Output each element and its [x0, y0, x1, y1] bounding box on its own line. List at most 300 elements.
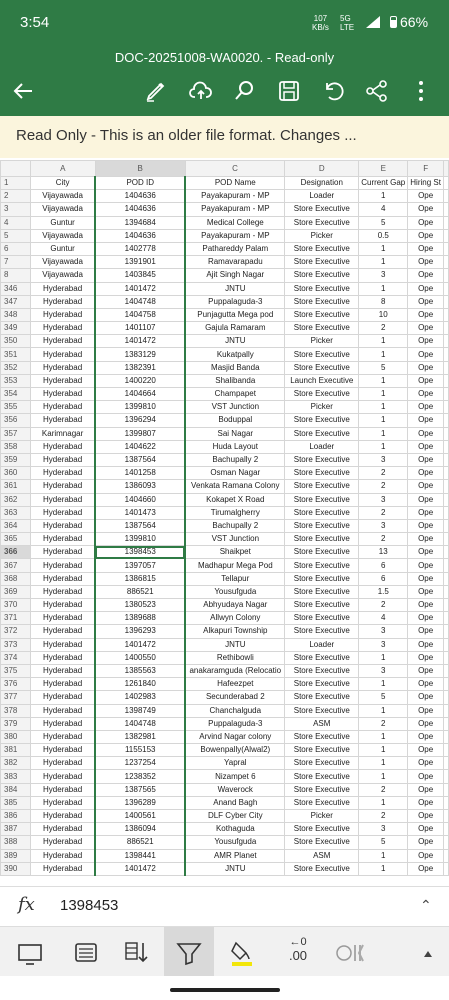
cell[interactable]: 10 — [359, 308, 408, 321]
cell[interactable]: Chanchalguda — [185, 704, 285, 717]
cell[interactable]: Madhapur Mega Pod — [185, 559, 285, 572]
cell[interactable]: Sai Nagar — [185, 427, 285, 440]
cell[interactable]: 1 — [359, 388, 408, 401]
row-number[interactable]: 363 — [1, 506, 31, 519]
cell[interactable]: 1385563 — [95, 664, 185, 677]
cell[interactable]: 2 — [359, 322, 408, 335]
sort-icon[interactable] — [118, 935, 154, 971]
row-number[interactable]: 381 — [1, 744, 31, 757]
row-number[interactable]: 387 — [1, 823, 31, 836]
cell[interactable]: 1 — [359, 651, 408, 664]
cell[interactable]: Hyderabad — [31, 282, 96, 295]
cell[interactable]: 3 — [359, 664, 408, 677]
cell[interactable]: 3 — [359, 625, 408, 638]
cell[interactable]: Rethibowli — [185, 651, 285, 664]
cell[interactable]: Hyderabad — [31, 335, 96, 348]
cell[interactable]: Store Executive — [285, 599, 359, 612]
cell[interactable]: 3 — [359, 823, 408, 836]
undo-icon[interactable] — [320, 78, 346, 104]
row-number[interactable]: 2 — [1, 190, 31, 203]
cell[interactable]: 2 — [359, 480, 408, 493]
formula-bar[interactable] — [0, 886, 449, 927]
cell[interactable]: Allwyn Colony — [185, 612, 285, 625]
cell[interactable]: Hyderabad — [31, 559, 96, 572]
cell[interactable]: Store Executive — [285, 388, 359, 401]
cell[interactable]: 3 — [359, 493, 408, 506]
cell[interactable]: Store Executive — [285, 480, 359, 493]
cell[interactable]: Store Executive — [285, 625, 359, 638]
cell[interactable]: Ope — [408, 242, 444, 255]
cell[interactable]: 1401473 — [95, 506, 185, 519]
cell[interactable]: Store Executive — [285, 361, 359, 374]
cell[interactable]: 1404636 — [95, 190, 185, 203]
cell[interactable]: Ope — [408, 599, 444, 612]
row-number[interactable]: 376 — [1, 678, 31, 691]
cell[interactable]: Store Executive — [285, 612, 359, 625]
row-number[interactable]: 357 — [1, 427, 31, 440]
cell[interactable]: Ope — [408, 533, 444, 546]
cell[interactable]: 1399810 — [95, 401, 185, 414]
cell[interactable]: Tirumalgherry — [185, 506, 285, 519]
cell[interactable]: Masjid Banda — [185, 361, 285, 374]
cell[interactable]: Hyderabad — [31, 467, 96, 480]
cell[interactable]: 1402778 — [95, 242, 185, 255]
header-cell[interactable]: POD Name — [185, 177, 285, 190]
cell[interactable]: Store Executive — [285, 678, 359, 691]
cell[interactable]: 1 — [359, 348, 408, 361]
cell[interactable]: 6 — [359, 572, 408, 585]
cell[interactable]: Hyderabad — [31, 414, 96, 427]
cell[interactable]: Medical College — [185, 216, 285, 229]
cell[interactable]: Hyderabad — [31, 664, 96, 677]
row-number[interactable]: 379 — [1, 717, 31, 730]
cell[interactable]: Ope — [408, 453, 444, 466]
cell[interactable]: 1 — [359, 414, 408, 427]
cell[interactable]: Store Executive — [285, 453, 359, 466]
row-number[interactable]: 369 — [1, 585, 31, 598]
cell[interactable]: 1 — [359, 744, 408, 757]
cell[interactable]: Ope — [408, 836, 444, 849]
cell[interactable]: Ope — [408, 295, 444, 308]
cell[interactable]: Store Executive — [285, 295, 359, 308]
cell[interactable]: Guntur — [31, 242, 96, 255]
row-number[interactable]: 388 — [1, 836, 31, 849]
cell[interactable]: Ope — [408, 374, 444, 387]
cell[interactable]: 1400220 — [95, 374, 185, 387]
cell[interactable]: 3 — [359, 269, 408, 282]
cell[interactable]: 1389688 — [95, 612, 185, 625]
cell[interactable]: 2 — [359, 506, 408, 519]
cell[interactable]: Ope — [408, 559, 444, 572]
cell[interactable]: Store Executive — [285, 704, 359, 717]
cell[interactable]: 1 — [359, 427, 408, 440]
cell[interactable]: Waverock — [185, 783, 285, 796]
cell[interactable]: 2 — [359, 467, 408, 480]
cell[interactable]: 1401472 — [95, 638, 185, 651]
cell[interactable]: 1397057 — [95, 559, 185, 572]
cell[interactable]: Ope — [408, 572, 444, 585]
cell[interactable]: 1399810 — [95, 533, 185, 546]
cell[interactable]: Hyderabad — [31, 757, 96, 770]
expand-icon[interactable] — [410, 935, 446, 971]
cell[interactable]: Ope — [408, 308, 444, 321]
cell[interactable]: ASM — [285, 849, 359, 862]
cell[interactable]: 1 — [359, 440, 408, 453]
cell[interactable]: Store Executive — [285, 322, 359, 335]
cell[interactable]: Ope — [408, 190, 444, 203]
cell[interactable]: Store Executive — [285, 427, 359, 440]
cell[interactable]: Ope — [408, 203, 444, 216]
row-number[interactable]: 375 — [1, 664, 31, 677]
cell[interactable]: Ope — [408, 348, 444, 361]
cell[interactable]: 1 — [359, 704, 408, 717]
cell[interactable]: Hyderabad — [31, 546, 96, 559]
cell[interactable]: Ope — [408, 796, 444, 809]
cell[interactable]: Store Executive — [285, 242, 359, 255]
corner-cell[interactable] — [1, 161, 31, 177]
cell[interactable]: Ope — [408, 467, 444, 480]
cell[interactable]: 1404660 — [95, 493, 185, 506]
cell[interactable]: Hyderabad — [31, 401, 96, 414]
header-cell[interactable]: Designation — [285, 177, 359, 190]
cell[interactable]: 1261840 — [95, 678, 185, 691]
decimal-button[interactable] — [280, 935, 316, 971]
cell[interactable]: Hyderabad — [31, 506, 96, 519]
cell[interactable]: 1402983 — [95, 691, 185, 704]
cell[interactable]: Loader — [285, 440, 359, 453]
cell[interactable]: JNTU — [185, 862, 285, 875]
cell[interactable]: JNTU — [185, 282, 285, 295]
cell[interactable]: Ope — [408, 361, 444, 374]
cell[interactable]: Venkata Ramana Colony — [185, 480, 285, 493]
cell[interactable]: Hyderabad — [31, 374, 96, 387]
home-handle[interactable] — [170, 988, 280, 992]
cell[interactable]: Ope — [408, 678, 444, 691]
spreadsheet-grid[interactable] — [0, 160, 449, 885]
cell[interactable]: Store Executive — [285, 216, 359, 229]
cell[interactable]: Store Executive — [285, 269, 359, 282]
cell[interactable]: Vijayawada — [31, 256, 96, 269]
cell[interactable]: Hyderabad — [31, 322, 96, 335]
pen-icon[interactable] — [143, 78, 169, 104]
cell[interactable]: Ope — [408, 506, 444, 519]
cell[interactable]: 1404758 — [95, 308, 185, 321]
cell[interactable]: Ope — [408, 770, 444, 783]
cell[interactable]: Ope — [408, 335, 444, 348]
cell[interactable]: 5 — [359, 691, 408, 704]
cell[interactable]: Punjagutta Mega pod — [185, 308, 285, 321]
cell[interactable]: Store Executive — [285, 282, 359, 295]
cell[interactable]: 3 — [359, 638, 408, 651]
row-number[interactable]: 361 — [1, 480, 31, 493]
cell[interactable]: 2 — [359, 717, 408, 730]
cell[interactable]: 1 — [359, 190, 408, 203]
search-icon[interactable] — [232, 78, 258, 104]
cell[interactable]: Secunderabad 2 — [185, 691, 285, 704]
cell[interactable]: Payakapuram - MP — [185, 190, 285, 203]
cell[interactable]: 1 — [359, 796, 408, 809]
cell[interactable]: 1382981 — [95, 730, 185, 743]
cell[interactable]: Store Executive — [285, 823, 359, 836]
selected-cell[interactable]: 1398453 — [95, 546, 185, 559]
cell[interactable]: Ope — [408, 269, 444, 282]
cell[interactable]: Boduppal — [185, 414, 285, 427]
cell[interactable]: Store Executive — [285, 348, 359, 361]
row-number[interactable]: 6 — [1, 242, 31, 255]
row-number[interactable]: 389 — [1, 849, 31, 862]
cell[interactable]: Hyderabad — [31, 691, 96, 704]
cell[interactable]: Hyderabad — [31, 519, 96, 532]
cell[interactable]: Alkapuri Township — [185, 625, 285, 638]
cell[interactable]: Hyderabad — [31, 783, 96, 796]
cell[interactable]: Hyderabad — [31, 744, 96, 757]
cell[interactable]: Ope — [408, 783, 444, 796]
row-number[interactable]: 390 — [1, 862, 31, 875]
cell[interactable]: 2 — [359, 783, 408, 796]
cell[interactable]: 1 — [359, 282, 408, 295]
cell[interactable]: Yapral — [185, 757, 285, 770]
cell[interactable]: 5 — [359, 216, 408, 229]
cell[interactable]: 8 — [359, 295, 408, 308]
cell[interactable]: Hyderabad — [31, 440, 96, 453]
row-number[interactable]: 383 — [1, 770, 31, 783]
cell[interactable]: Ope — [408, 862, 444, 875]
cell[interactable]: Store Executive — [285, 467, 359, 480]
row-number[interactable]: 367 — [1, 559, 31, 572]
cell[interactable]: 1238352 — [95, 770, 185, 783]
cell[interactable]: 1400550 — [95, 651, 185, 664]
row-number[interactable]: 365 — [1, 533, 31, 546]
cell[interactable]: Ope — [408, 691, 444, 704]
cell[interactable]: 1 — [359, 242, 408, 255]
column-header[interactable]: F — [408, 161, 444, 177]
cell[interactable]: Hyderabad — [31, 704, 96, 717]
cell[interactable]: Store Executive — [285, 836, 359, 849]
cell[interactable]: Ope — [408, 322, 444, 335]
cell[interactable]: Store Executive — [285, 256, 359, 269]
cell[interactable]: Kukatpally — [185, 348, 285, 361]
cell[interactable]: VST Junction — [185, 401, 285, 414]
row-number[interactable]: 8 — [1, 269, 31, 282]
cell[interactable]: 5 — [359, 361, 408, 374]
cell[interactable]: Yousufguda — [185, 836, 285, 849]
cell[interactable]: 1382391 — [95, 361, 185, 374]
row-number[interactable]: 347 — [1, 295, 31, 308]
row-number[interactable]: 371 — [1, 612, 31, 625]
cell[interactable]: Picker — [285, 810, 359, 823]
cell[interactable]: Store Executive — [285, 730, 359, 743]
cell[interactable]: 1399807 — [95, 427, 185, 440]
cell[interactable]: Bachupally 2 — [185, 519, 285, 532]
row-number[interactable]: 374 — [1, 651, 31, 664]
cell[interactable]: 886521 — [95, 585, 185, 598]
row-number[interactable]: 386 — [1, 810, 31, 823]
row-number[interactable]: 373 — [1, 638, 31, 651]
cell[interactable]: Ramavarapadu — [185, 256, 285, 269]
header-cell[interactable]: Hiring St — [408, 177, 444, 190]
cell[interactable]: Shalibanda — [185, 374, 285, 387]
row-number[interactable]: 368 — [1, 572, 31, 585]
row-number[interactable]: 377 — [1, 691, 31, 704]
row-number[interactable]: 358 — [1, 440, 31, 453]
cell[interactable]: Store Executive — [285, 651, 359, 664]
row-number[interactable]: 372 — [1, 625, 31, 638]
cell[interactable]: Ope — [408, 546, 444, 559]
cell[interactable]: 1.5 — [359, 585, 408, 598]
cell[interactable]: Guntur — [31, 216, 96, 229]
cell[interactable]: Store Executive — [285, 757, 359, 770]
cell[interactable]: 1396294 — [95, 414, 185, 427]
row-number[interactable]: 355 — [1, 401, 31, 414]
cell[interactable]: Ope — [408, 625, 444, 638]
cell[interactable]: Hyderabad — [31, 612, 96, 625]
cell[interactable]: Puppalaguda-3 — [185, 295, 285, 308]
back-arrow-icon[interactable] — [10, 78, 36, 104]
cell[interactable]: Ope — [408, 849, 444, 862]
cell[interactable]: Vijayawada — [31, 269, 96, 282]
row-number[interactable]: 382 — [1, 757, 31, 770]
cell[interactable]: Hyderabad — [31, 717, 96, 730]
row-number[interactable]: 364 — [1, 519, 31, 532]
header-cell[interactable]: Current Gap — [359, 177, 408, 190]
cell[interactable]: Tellapur — [185, 572, 285, 585]
cell[interactable]: 13 — [359, 546, 408, 559]
cell[interactable]: Kokapet X Road — [185, 493, 285, 506]
cell[interactable]: Hyderabad — [31, 348, 96, 361]
cell[interactable]: Ope — [408, 229, 444, 242]
row-number[interactable]: 351 — [1, 348, 31, 361]
row-number[interactable]: 353 — [1, 374, 31, 387]
cell[interactable]: Ajit Singh Nagar — [185, 269, 285, 282]
cell[interactable]: Hyderabad — [31, 770, 96, 783]
cell[interactable]: Champapet — [185, 388, 285, 401]
cell[interactable]: 5 — [359, 836, 408, 849]
cell[interactable]: Ope — [408, 256, 444, 269]
cell[interactable]: Ope — [408, 401, 444, 414]
cell[interactable]: 886521 — [95, 836, 185, 849]
cell[interactable]: Store Executive — [285, 585, 359, 598]
cell[interactable]: Ope — [408, 651, 444, 664]
cell[interactable]: Loader — [285, 638, 359, 651]
cell[interactable]: JNTU — [185, 638, 285, 651]
cell[interactable]: 1401258 — [95, 467, 185, 480]
cell[interactable]: Ope — [408, 493, 444, 506]
cell[interactable]: 1 — [359, 757, 408, 770]
cell[interactable]: Ope — [408, 717, 444, 730]
cell[interactable]: Hyderabad — [31, 361, 96, 374]
cell[interactable]: Ope — [408, 612, 444, 625]
column-header[interactable]: D — [285, 161, 359, 177]
cell[interactable]: Ope — [408, 823, 444, 836]
column-header[interactable]: E — [359, 161, 408, 177]
cell[interactable]: 4 — [359, 203, 408, 216]
cloud-upload-icon[interactable] — [188, 78, 214, 104]
cell[interactable]: Ope — [408, 519, 444, 532]
cell[interactable]: 1 — [359, 849, 408, 862]
share-icon[interactable] — [364, 78, 390, 104]
cell[interactable]: Hyderabad — [31, 453, 96, 466]
cell[interactable]: Hyderabad — [31, 638, 96, 651]
cell[interactable]: Store Executive — [285, 691, 359, 704]
cell[interactable]: Loader — [285, 190, 359, 203]
cell[interactable]: 1401472 — [95, 862, 185, 875]
cell[interactable]: 1396293 — [95, 625, 185, 638]
cell[interactable]: 1400561 — [95, 810, 185, 823]
cell[interactable]: Hyderabad — [31, 599, 96, 612]
row-number[interactable]: 362 — [1, 493, 31, 506]
row-number[interactable]: 7 — [1, 256, 31, 269]
cell[interactable]: 1404636 — [95, 203, 185, 216]
cell[interactable]: 1387564 — [95, 519, 185, 532]
cell[interactable]: Store Executive — [285, 203, 359, 216]
cell[interactable]: 4 — [359, 612, 408, 625]
row-number[interactable]: 384 — [1, 783, 31, 796]
cell[interactable]: Store Executive — [285, 572, 359, 585]
row-number[interactable]: 346 — [1, 282, 31, 295]
row-number[interactable]: 350 — [1, 335, 31, 348]
slide-icon[interactable] — [12, 935, 48, 971]
cell[interactable]: Store Executive — [285, 493, 359, 506]
row-number[interactable]: 370 — [1, 599, 31, 612]
cell[interactable]: Yousufguda — [185, 585, 285, 598]
column-header[interactable]: C — [185, 161, 285, 177]
cell[interactable]: 2 — [359, 533, 408, 546]
cell[interactable]: Ope — [408, 757, 444, 770]
cell[interactable]: Hyderabad — [31, 836, 96, 849]
column-header[interactable]: A — [31, 161, 96, 177]
column-header[interactable]: B — [95, 161, 185, 177]
cell[interactable]: 1 — [359, 862, 408, 875]
cell[interactable]: 1 — [359, 256, 408, 269]
cell[interactable]: 1 — [359, 770, 408, 783]
cell[interactable]: 1404622 — [95, 440, 185, 453]
cell[interactable]: Hyderabad — [31, 572, 96, 585]
cell[interactable]: Huda Layout — [185, 440, 285, 453]
cell[interactable]: Ope — [408, 704, 444, 717]
row-number[interactable]: 349 — [1, 322, 31, 335]
header-cell[interactable]: POD ID — [95, 177, 185, 190]
cell[interactable]: Payakapuram - MP — [185, 203, 285, 216]
cell[interactable]: 2 — [359, 599, 408, 612]
cell[interactable]: Store Executive — [285, 862, 359, 875]
cell[interactable]: Hafeezpet — [185, 678, 285, 691]
cell[interactable]: Store Executive — [285, 559, 359, 572]
cell[interactable]: Ope — [408, 730, 444, 743]
cell[interactable]: Store Executive — [285, 308, 359, 321]
cell[interactable]: 1386093 — [95, 480, 185, 493]
cell[interactable]: Nizampet 6 — [185, 770, 285, 783]
cell[interactable]: Hyderabad — [31, 308, 96, 321]
cell[interactable]: Hyderabad — [31, 480, 96, 493]
cell[interactable]: 1383129 — [95, 348, 185, 361]
cell[interactable]: Ope — [408, 585, 444, 598]
cell[interactable]: VST Junction — [185, 533, 285, 546]
cell[interactable]: Hyderabad — [31, 796, 96, 809]
cell[interactable]: Picker — [285, 335, 359, 348]
cell[interactable]: Picker — [285, 401, 359, 414]
row-number[interactable]: 354 — [1, 388, 31, 401]
cell[interactable]: JNTU — [185, 335, 285, 348]
cell[interactable]: 1 — [359, 678, 408, 691]
cell[interactable]: Hyderabad — [31, 730, 96, 743]
cell[interactable]: 0.5 — [359, 229, 408, 242]
cell[interactable]: 1237254 — [95, 757, 185, 770]
cell[interactable]: 1387565 — [95, 783, 185, 796]
cell[interactable]: AMR Planet — [185, 849, 285, 862]
cell[interactable]: Store Executive — [285, 744, 359, 757]
cell[interactable]: 1380523 — [95, 599, 185, 612]
cell[interactable]: 1404664 — [95, 388, 185, 401]
